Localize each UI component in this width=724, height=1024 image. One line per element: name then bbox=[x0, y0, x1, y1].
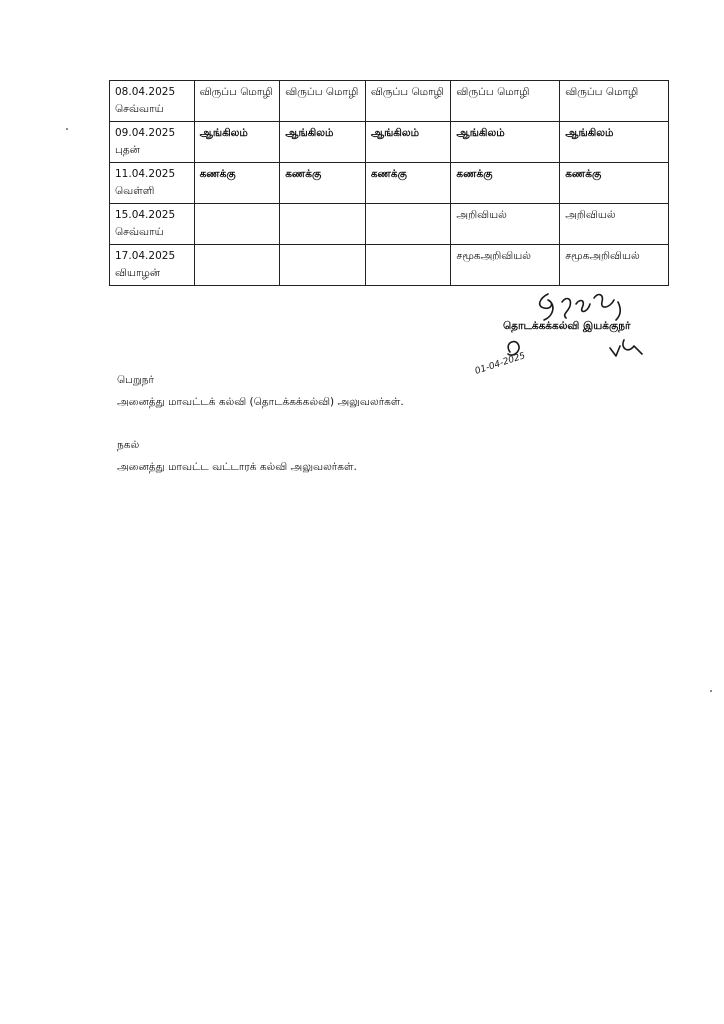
recipient-block bbox=[117, 374, 404, 409]
subject-cell: கணக்கு bbox=[365, 163, 451, 204]
copy-heading: நகல் bbox=[117, 439, 140, 451]
exam-day: வியாழன் bbox=[115, 267, 161, 279]
subject-cell: கணக்கு bbox=[280, 163, 366, 204]
subject-cell: கணக்கு bbox=[560, 163, 669, 204]
subject-cell bbox=[194, 204, 280, 245]
exam-date: 15.04.2025 bbox=[115, 209, 176, 221]
signature-date: 01-04-2025 bbox=[473, 351, 527, 377]
date-cell bbox=[110, 204, 195, 245]
subject-cell: சமூகஅறிவியல் bbox=[451, 245, 560, 286]
scan-speck bbox=[66, 128, 68, 130]
subject-cell: அறிவியல் bbox=[451, 204, 560, 245]
exam-day: புதன் bbox=[115, 144, 140, 156]
exam-date: 09.04.2025 bbox=[115, 127, 176, 139]
subject-cell bbox=[280, 204, 366, 245]
date-cell bbox=[110, 245, 195, 286]
table-row bbox=[110, 204, 669, 245]
subject-cell: கணக்கு bbox=[451, 163, 560, 204]
subject-cell: விருப்ப மொழி bbox=[194, 81, 280, 122]
recipient-heading: பெறுநர் bbox=[117, 374, 154, 386]
exam-schedule-table bbox=[109, 80, 669, 286]
table-row bbox=[110, 122, 669, 163]
subject-cell: கணக்கு bbox=[194, 163, 280, 204]
exam-date: 08.04.2025 bbox=[115, 86, 176, 98]
subject-cell: ஆங்கிலம் bbox=[194, 122, 280, 163]
subject-cell: விருப்ப மொழி bbox=[280, 81, 366, 122]
table-row bbox=[110, 245, 669, 286]
exam-day: செவ்வாய் bbox=[115, 226, 164, 238]
subject-cell bbox=[194, 245, 280, 286]
table-row bbox=[110, 163, 669, 204]
date-cell bbox=[110, 163, 195, 204]
subject-cell bbox=[365, 245, 451, 286]
subject-cell: ஆங்கிலம் bbox=[365, 122, 451, 163]
subject-cell: ஆங்கிலம் bbox=[280, 122, 366, 163]
subject-cell: விருப்ப மொழி bbox=[365, 81, 451, 122]
copy-text: அனைத்து மாவட்ட வட்டாரக் கல்வி அலுவலர்கள். bbox=[117, 461, 357, 473]
exam-day: செவ்வாய் bbox=[115, 103, 164, 115]
scan-speck bbox=[710, 690, 712, 692]
subject-cell: சமூகஅறிவியல் bbox=[560, 245, 669, 286]
date-cell bbox=[110, 122, 195, 163]
recipient-text: அனைத்து மாவட்டக் கல்வி (தொடக்கக்கல்வி) அலுவலர்கள். bbox=[117, 396, 404, 408]
date-cell bbox=[110, 81, 195, 122]
exam-date: 17.04.2025 bbox=[115, 250, 176, 262]
subject-cell: ஆங்கிலம் bbox=[560, 122, 669, 163]
subject-cell: ஆங்கிலம் bbox=[451, 122, 560, 163]
subject-cell bbox=[280, 245, 366, 286]
subject-cell: விருப்ப மொழி bbox=[451, 81, 560, 122]
subject-cell bbox=[365, 204, 451, 245]
subject-cell: விருப்ப மொழி bbox=[560, 81, 669, 122]
copy-block bbox=[117, 439, 357, 474]
signatory-title: தொடக்கக்கல்வி இயக்குநர் bbox=[503, 320, 631, 332]
subject-cell: அறிவியல் bbox=[560, 204, 669, 245]
table-row bbox=[110, 81, 669, 122]
exam-date: 11.04.2025 bbox=[115, 168, 176, 180]
exam-day: வெள்ளி bbox=[115, 185, 155, 197]
